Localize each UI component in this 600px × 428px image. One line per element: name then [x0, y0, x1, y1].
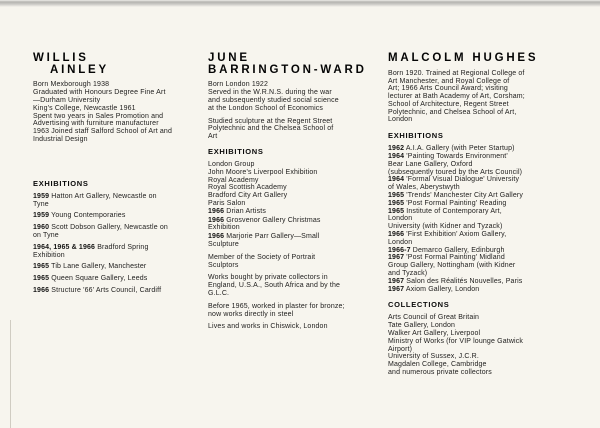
entry-line: 1967 'Post Formal Painting' Midland	[388, 254, 505, 262]
list-line: Arts Council of Great Britain	[388, 314, 480, 322]
page-edge-line	[10, 320, 11, 428]
para-line: Polytechnic and the Chelsea School of	[208, 125, 334, 133]
exhibition-entry	[388, 208, 574, 224]
bio-paragraph	[33, 81, 203, 143]
entry-year: 1967	[388, 285, 405, 293]
entry-line: 1966 Marjorie Parr Gallery—Small	[208, 233, 320, 241]
exhibition-entry	[33, 263, 203, 271]
para-line: Lives and works in Chiswick, London	[208, 323, 328, 331]
para-line: lecturer at Bath Academy of Art, Corsham;	[388, 93, 525, 101]
scan-edge-top	[0, 0, 600, 7]
artist-name-line: WILLIS	[33, 52, 89, 64]
para-line: Graduated with Honours Degree Fine Art	[33, 89, 166, 97]
entry-line: 1959 Hatton Art Gallery, Newcastle on	[33, 192, 157, 200]
para-line: Born London 1922	[208, 81, 269, 89]
column-body	[208, 81, 384, 331]
column-june-barrington-ward	[208, 53, 384, 331]
para-line: Before 1965, worked in plaster for bronze;	[208, 302, 345, 310]
bio-paragraph	[208, 81, 384, 112]
list-line: University (with Kidner and Tyzack)	[388, 223, 503, 231]
para-line: Served in the W.R.N.S. during the war	[208, 89, 332, 97]
entry-line: 1965 Queen Square Gallery, Leeds	[33, 275, 148, 283]
list-line: Royal Academy	[208, 176, 259, 184]
exhibition-entry	[33, 212, 203, 220]
entry-line: and Tyzack)	[388, 270, 428, 278]
bio-paragraph	[208, 274, 384, 297]
entry-line: 1967 Axiom Gallery, London	[388, 285, 480, 293]
entry-line: 1965 'Post Formal Painting' Reading	[388, 199, 507, 207]
entry-line: 1964 'Painting Towards Environment'	[388, 153, 508, 161]
entry-year: 1966	[208, 216, 225, 224]
entry-line: 1965 'Trends' Manchester City Art Gallery	[388, 192, 524, 200]
exhibition-entry	[388, 145, 574, 153]
list-line: Bradford City Art Gallery	[208, 192, 288, 200]
artist-name-line: JUNE	[208, 52, 250, 64]
entry-year: 1964, 1965 & 1966	[33, 243, 96, 251]
entry-year: 1965	[33, 275, 50, 283]
para-line: Advertising with furniture manufacturer	[33, 120, 159, 128]
entry-line: 1962 A.I.A. Gallery (with Peter Startup)	[388, 145, 515, 153]
para-line: Art	[208, 133, 218, 141]
list-line: Paris Salon	[208, 199, 246, 207]
entry-year: 1966-7	[388, 246, 411, 254]
entry-year: 1960	[33, 224, 50, 232]
entry-year: 1962	[388, 145, 405, 153]
artist-name-heading	[208, 53, 384, 76]
list-line: Magdalen College, Cambridge	[388, 361, 487, 369]
artist-name-line: MALCOLM HUGHES	[388, 52, 539, 64]
list-line: and numerous private collectors	[388, 369, 492, 376]
exhibition-entry	[208, 233, 384, 249]
section-heading: COLLECTIONS	[388, 300, 450, 310]
para-line: Polytechnic, and Chelsea School of Art,	[388, 108, 517, 116]
exhibition-entry	[388, 176, 574, 192]
exhibition-entry	[388, 231, 574, 247]
para-line: King's College, Newcastle 1961	[33, 104, 136, 112]
bio-paragraph	[208, 303, 384, 319]
exhibition-entry	[388, 286, 574, 294]
entry-year: 1965	[388, 192, 405, 200]
entry-line: Bear Lane Gallery, Oxford	[388, 160, 473, 168]
entry-year: 1966	[208, 233, 225, 241]
entry-line: on Tyne	[33, 231, 59, 239]
column-malcolm-hughes	[388, 53, 574, 377]
para-line: School of Architecture, Regent Street	[388, 100, 509, 108]
entry-year: 1964	[388, 176, 405, 184]
artist-name-line: BARRINGTON-WARD	[208, 63, 367, 76]
artist-name-heading	[33, 53, 203, 76]
entry-year: 1959	[33, 192, 50, 200]
section-heading: EXHIBITIONS	[33, 178, 89, 188]
para-line: Art; 1966 Arts Council Award; visiting	[388, 85, 508, 93]
para-line: England, U.S.A., South Africa and by the	[208, 282, 341, 290]
para-line: G.L.C.	[208, 289, 230, 297]
entry-line: London	[388, 215, 413, 223]
section-heading: EXHIBITIONS	[208, 146, 264, 156]
exhibition-entry	[388, 200, 574, 208]
para-line: now works directly in steel	[208, 310, 294, 318]
para-line: Studied sculpture at the Regent Street	[208, 117, 333, 125]
entry-line: 1967 Salon des Réalités Nouvelles, Paris	[388, 277, 523, 285]
para-line: Sculptors	[208, 261, 239, 269]
column-body	[33, 81, 203, 294]
entry-line: 1966 Structure '66' Arts Council, Cardiff	[33, 286, 162, 294]
para-line: Art Manchester, and Royal College of	[388, 77, 510, 85]
exhibition-entry	[388, 254, 574, 277]
entry-year: 1965	[388, 207, 405, 215]
para-line: —Durham University	[33, 97, 101, 104]
list-line: London Group	[208, 160, 255, 168]
bio-paragraph	[208, 323, 384, 331]
artist-name-line: AINLEY	[50, 63, 109, 76]
list-line: Walker Art Gallery, Liverpool	[388, 330, 481, 338]
entry-line: (subsequently toured by the Arts Council)	[388, 168, 523, 176]
entry-line: Exhibition	[208, 224, 240, 232]
entry-line: Group Gallery, Nottingham (with Kidner	[388, 262, 516, 270]
exhibition-entry	[33, 224, 203, 240]
para-line: London	[388, 116, 413, 124]
list-line: University of Sussex, J.C.R.	[388, 353, 479, 361]
para-line: Born Mexborough 1938	[33, 81, 110, 89]
bio-paragraph	[388, 70, 574, 125]
entry-year: 1966	[33, 286, 50, 294]
exhibition-entry	[208, 208, 384, 216]
para-line: Born 1920. Trained at Regional College of	[388, 69, 525, 77]
para-line: Spent two years in Sales Promotion and	[33, 112, 164, 120]
entry-year: 1964	[388, 153, 405, 161]
exhibition-entry	[33, 193, 203, 209]
para-line: Member of the Society of Portrait	[208, 253, 316, 261]
entry-year: 1965	[33, 263, 50, 271]
entry-year: 1966	[388, 231, 405, 239]
entry-line: 1964, 1965 & 1966 Bradford Spring	[33, 243, 149, 251]
entry-year: 1967	[388, 254, 405, 262]
entry-line: Tyne	[33, 200, 49, 208]
column-willis-ainley	[33, 53, 203, 299]
entry-line: 1965 Tib Lane Gallery, Manchester	[33, 263, 147, 271]
entry-line: 1966 Grosvenor Gallery Christmas	[208, 216, 321, 224]
artist-name-heading	[388, 53, 574, 65]
entry-line: 1959 Young Contemporaries	[33, 212, 126, 220]
list-line: John Moore's Liverpool Exhibition	[208, 168, 318, 176]
list-line: Royal Scottish Academy	[208, 184, 287, 192]
entry-line: 1960 Scott Dobson Gallery, Newcastle on	[33, 224, 168, 232]
entry-line: Sculpture	[208, 240, 239, 248]
entry-line: 1966 Drian Artists	[208, 207, 266, 215]
list-line: Tate Gallery, London	[388, 322, 456, 330]
para-line: at the London School of Economics	[208, 104, 324, 112]
entry-line: 1964 'Formal Visual Dialogue' University	[388, 176, 520, 184]
para-line: 1963 Joined staff Salford School of Art and	[33, 128, 173, 136]
list-line: Ministry of Works (for VIP lounge Gatwick	[388, 337, 524, 345]
entry-line: Exhibition	[33, 251, 65, 259]
exhibition-entry	[388, 247, 574, 255]
entry-year: 1959	[33, 212, 50, 220]
exhibition-entry	[388, 153, 574, 176]
exhibition-entry	[208, 217, 384, 233]
exhibition-entry	[33, 287, 203, 295]
para-line: and subsequently studied social science	[208, 97, 339, 104]
section-heading: EXHIBITIONS	[388, 131, 444, 141]
bio-paragraph	[208, 254, 384, 270]
para-line: Industrial Design	[33, 135, 88, 143]
exhibition-entry	[388, 278, 574, 286]
exhibition-entry	[33, 275, 203, 283]
entry-year: 1965	[388, 199, 405, 207]
column-body	[388, 70, 574, 377]
para-line: Works bought by private collectors in	[208, 274, 328, 282]
bio-paragraph	[208, 118, 384, 141]
entry-line: London	[388, 238, 413, 246]
entry-year: 1966	[208, 207, 225, 215]
exhibition-entry	[33, 244, 203, 260]
entry-year: 1967	[388, 277, 405, 285]
entry-line: of Wales, Aberystwyth	[388, 184, 460, 192]
entry-line: 1966 'First Exhibition' Axiom Gallery,	[388, 231, 507, 239]
exhibition-entry	[388, 192, 574, 200]
entry-line: 1966-7 Demarco Gallery, Edinburgh	[388, 246, 505, 254]
list-line: Airport)	[388, 345, 413, 353]
entry-line: 1965 Institute of Contemporary Art,	[388, 207, 502, 215]
